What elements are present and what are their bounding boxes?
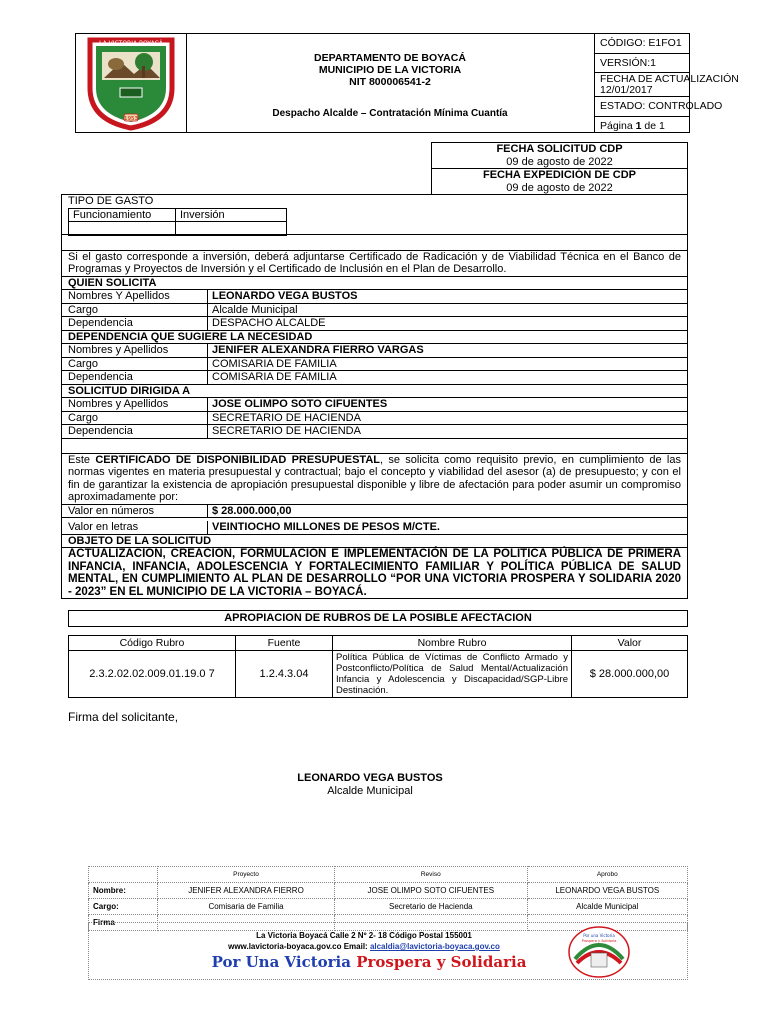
qs-dependencia-value: DESPACHO ALCALDE [212, 317, 326, 329]
nit: NIT 800006541-2 [349, 76, 431, 88]
cell-valor: $ 28.000.000,00 [572, 651, 688, 698]
cell-nombre: Política Pública de Víctimas de Conflicto Armado y Postconflicto/Política de Salud Mental/Actualización Infancia y Adolescencia y Discapacidad/SGP-Libre Destinación. [333, 651, 572, 698]
ds-nombres-label: Nombres y Apellidos [62, 344, 208, 357]
pagina-mid: de [641, 119, 659, 132]
qs-cargo-label: Cargo [62, 304, 208, 317]
table-row [69, 651, 688, 698]
opt-inversion: Inversión [176, 208, 287, 221]
campaign-logo-icon [567, 925, 631, 979]
firma-label: Firma del solicitante, [68, 710, 179, 724]
fecha-act-label: FECHA DE ACTUALIZACIÓN [600, 73, 739, 86]
nombre-label: Nombre: [89, 883, 158, 899]
pagina-num: 1 [635, 119, 642, 132]
dr-dependencia-row [62, 425, 687, 439]
objeto-title: OBJETO DE LA SOLICITUD [68, 534, 212, 547]
firma-nombre: LEONARDO VEGA BUSTOS [297, 772, 443, 784]
ds-cargo-row [62, 358, 687, 372]
tipo-gasto-row [62, 195, 687, 208]
certificado-row [62, 454, 687, 505]
tipo-gasto-options [62, 208, 687, 235]
qs-nombres-value: LEONARDO VEGA BUSTOS [212, 290, 358, 302]
footer-email-link[interactable]: alcaldia@lavictoria-boyaca.gov.co [369, 942, 500, 951]
reviso-cargo: Secretario de Hacienda [335, 899, 528, 915]
ds-nombres-row [62, 344, 687, 358]
fecha-solicitud-value: 09 de agosto de 2022 [432, 156, 687, 170]
footer-slogan [169, 953, 569, 971]
objeto-text: ACTUALIZACION, CREACION, FORMULACION E IMPLEMENTACIÓN DE LA POLITICA PÚBLICA DE PRIMERA INFANCIA, INFANCIA, ADOLESCENCIA Y FORTALECIMIENTO FAMILIAR Y POLÍTICA PÚBLICA DE SALUD MENTAL, EN CUMPLIMIENTO AL PLAN DE DESARROLLO “POR UNA VICTORIA PROSPERA Y SOLIDARIA 2020 - 2023” EN EL MUNICIPIO DE LA VICTORIA – BOYACÁ. [68, 548, 681, 598]
approval-header-row [89, 867, 688, 883]
col-fuente: Fuente [236, 636, 333, 651]
col-reviso: Reviso [335, 867, 528, 883]
pagina-total: 1 [658, 119, 665, 132]
ds-dependencia-row [62, 371, 687, 385]
qs-dependencia-row [62, 317, 687, 331]
certificado-bold: CERTIFICADO DE DISPONIBILIDAD PRESUPUESTAL [95, 453, 380, 466]
firma-row-label: Firma [89, 915, 158, 931]
col-proyecto: Proyecto [158, 867, 335, 883]
fecha-expedicion-value: 09 de agosto de 2022 [506, 181, 613, 194]
svg-text:1953: 1953 [124, 116, 138, 122]
qs-nombres-label: Nombres Y Apellidos [62, 290, 208, 303]
dr-cargo-value: SECRETARIO DE HACIENDA [212, 411, 361, 424]
dr-nombres-label: Nombres y Apellidos [62, 398, 208, 411]
dr-cargo-label: Cargo [62, 412, 208, 425]
opt-inversion-check [176, 221, 287, 235]
proyecto-nombre: JENIFER ALEXANDRA FIERRO [158, 883, 335, 899]
apropiacion-title: APROPIACION DE RUBROS DE LA POSIBLE AFECTACION [68, 610, 688, 627]
objeto-header [62, 535, 687, 549]
spacer-row [62, 235, 687, 251]
svg-text:Prospera y Solidaria: Prospera y Solidaria [581, 939, 617, 943]
codigo: CÓDIGO: E1FO1 [594, 34, 689, 54]
pagina [594, 117, 689, 137]
tipo-gasto-table [68, 208, 287, 236]
valor-letras-value: VEINTIOCHO MILLONES DE PESOS M/CTE. [212, 521, 440, 533]
estado: ESTADO: CONTROLADO [594, 97, 689, 117]
cdp-dates-box [431, 142, 688, 195]
dept-title: DEPARTAMENTO DE BOYACÁ [314, 52, 466, 64]
dirigida-title: SOLICITUD DIRIGIDA A [68, 384, 191, 397]
dr-nombres-value: JOSE OLIMPO SOTO CIFUENTES [212, 398, 388, 410]
cell-codigo: 2.3.2.02.02.009.01.19.0 7 [69, 651, 236, 698]
rubros-table [68, 635, 688, 698]
valor-numeros-row [62, 505, 687, 519]
certificado-pre: Este [68, 453, 96, 466]
valor-letras-label: Valor en letras [62, 521, 208, 534]
fecha-solicitud-label: FECHA SOLICITUD CDP [496, 143, 623, 155]
approval-nombre-row [89, 883, 688, 899]
valor-numeros-value: $ 28.000.000,00 [212, 504, 292, 517]
footer-web [199, 942, 529, 951]
ds-cargo-label: Cargo [62, 358, 208, 371]
dr-cargo-row [62, 412, 687, 426]
dirigida-header [62, 385, 687, 399]
ds-dependencia-value: COMISARIA DE FAMILIA [212, 371, 337, 383]
document-header [75, 33, 739, 133]
footer-box [88, 922, 688, 980]
cargo-label: Cargo: [89, 899, 158, 915]
logo-cell [76, 34, 187, 132]
firma-cargo: Alcalde Municipal [327, 785, 413, 797]
valor-numeros-label: Valor en números [62, 505, 208, 518]
aprobo-nombre: LEONARDO VEGA BUSTOS [527, 883, 687, 899]
quien-solicita-header [62, 277, 687, 291]
certificado-text [62, 454, 687, 504]
dependencia-sugiere-title: DEPENDENCIA QUE SUGIERE LA NECESIDAD [68, 330, 313, 343]
svg-text:Por una Victoria: Por una Victoria [583, 933, 615, 938]
ds-cargo-value: COMISARIA DE FAMILIA [212, 357, 337, 370]
main-form [61, 194, 688, 599]
approval-cargo-row [89, 899, 688, 915]
version: VERSIÓN:1 [594, 54, 689, 74]
cell-fuente: 1.2.4.3.04 [236, 651, 333, 698]
objeto-row [62, 548, 687, 598]
tipo-gasto-title: TIPO DE GASTO [68, 195, 154, 207]
dr-dependencia-value: SECRETARIO DE HACIENDA [212, 425, 361, 437]
aprobo-cargo: Alcalde Municipal [527, 899, 687, 915]
opt-funcionamiento-check [69, 221, 176, 235]
municipio-title: MUNICIPIO DE LA VICTORIA [318, 64, 462, 76]
footer-web-prefix: www.lavictoria-boyaca.gov.co Email: [228, 942, 370, 951]
fecha-act-value: 12/01/2017 [600, 84, 653, 97]
qs-nombres-row [62, 290, 687, 304]
qs-cargo-value: Alcalde Municipal [212, 303, 298, 316]
nota-inversion-row [62, 251, 687, 277]
col-nombre-rubro: Nombre Rubro [333, 636, 572, 651]
reviso-nombre: JOSE OLIMPO SOTO CIFUENTES [335, 883, 528, 899]
qs-dependencia-label: Dependencia [62, 317, 208, 330]
fecha-actualizacion [594, 73, 739, 97]
fecha-expedicion-label: FECHA EXPEDICIÓN DE CDP [482, 169, 636, 181]
slogan-red: Prospera y Solidaria [356, 953, 527, 971]
pagina-prefix: Página [600, 119, 636, 132]
ds-dependencia-label: Dependencia [62, 371, 208, 384]
nota-inversion: Si el gasto corresponde a inversión, deberá adjuntarse Certificado de Radicación y de Viabilidad Técnica en el Banco de Programas y Proyectos de Inversión y el Certificado de Inclusión en el Plan de Desarrollo. [68, 250, 681, 275]
col-aprobo: Aprobo [527, 867, 687, 883]
spacer-row-2 [62, 439, 687, 454]
col-valor: Valor [572, 636, 688, 651]
ds-nombres-value: JENIFER ALEXANDRA FIERRO VARGAS [212, 344, 424, 356]
header-title-cell [186, 34, 595, 132]
municipal-shield-logo [76, 34, 186, 132]
proyecto-cargo: Comisaria de Familia [158, 899, 335, 915]
certificado-post: , se solicita como requisito previo, en cumplimiento de las normas vigentes en materia presupuestal y contractual; bajo el concepto y viabilidad del asesor (a) de presupuesto; y con el fin de garantizar la existencia de apropiación presupuestal disponible y libre de afectación para poder asumir un compromiso aproximadamente por: [68, 453, 681, 503]
dr-nombres-row [62, 398, 687, 412]
footer-address: La Victoria Boyacá Calle 2 Nº 2- 18 Código Postal 155001 [256, 931, 472, 940]
valor-letras-row [62, 518, 687, 535]
svg-text:LA VICTORIA BOYACÁ: LA VICTORIA BOYACÁ [99, 40, 163, 47]
slogan-blue: Por Una Victoria [211, 953, 357, 971]
dependencia-sugiere-header [62, 331, 687, 345]
rubros-header-row [69, 636, 688, 651]
header-meta-cell [594, 34, 739, 132]
despacho-subtitle: Despacho Alcalde – Contratación Mínima Cuantía [272, 108, 508, 119]
opt-funcionamiento: Funcionamiento [69, 208, 176, 221]
qs-cargo-row [62, 304, 687, 318]
dr-dependencia-label: Dependencia [62, 425, 208, 438]
col-codigo-rubro: Código Rubro [69, 636, 236, 651]
quien-solicita-title: QUIEN SOLICITA [68, 276, 157, 289]
